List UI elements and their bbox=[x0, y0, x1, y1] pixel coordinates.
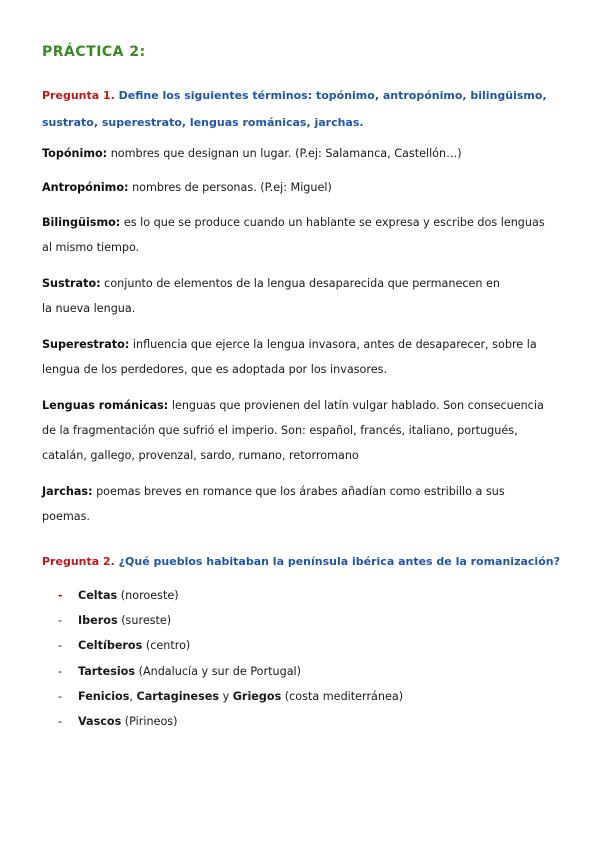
definition-text: poemas breves en romance que los árabes añadían como estribillo a sus poemas. bbox=[42, 485, 505, 523]
question-2-label: Pregunta 2. bbox=[42, 555, 115, 568]
people-name: Tartesios bbox=[78, 664, 136, 678]
people-name: Celtíberos bbox=[78, 639, 143, 653]
definition-toponimo bbox=[42, 141, 554, 166]
definition-sustrato bbox=[42, 271, 512, 321]
list-bullet: - bbox=[58, 614, 63, 628]
page-title: PRÁCTICA 2: bbox=[42, 44, 146, 60]
people-name: Iberos bbox=[78, 614, 118, 628]
people-region: (centro) bbox=[145, 639, 191, 653]
list-bullet: - bbox=[58, 589, 63, 602]
list-item bbox=[58, 687, 403, 712]
list-item bbox=[58, 611, 403, 636]
definition-term: Jarchas: bbox=[42, 485, 93, 498]
question-1-label: Pregunta 1. bbox=[42, 89, 115, 102]
definition-lenguas-romanicas bbox=[42, 393, 554, 468]
definition-jarchas bbox=[42, 479, 554, 529]
list-item bbox=[58, 662, 403, 687]
list-bullet: - bbox=[58, 639, 63, 653]
definition-bilinguismo bbox=[42, 210, 554, 260]
list-item bbox=[58, 712, 403, 737]
definition-term: Sustrato: bbox=[42, 277, 101, 290]
definition-text: conjunto de elementos de la lengua desaparecida que permanecen en la nueva lengua. bbox=[42, 277, 501, 315]
list-bullet: - bbox=[58, 714, 63, 728]
definition-text: nombres que designan un lugar. (P.ej: Salamanca, Castellón…) bbox=[110, 147, 462, 160]
definition-text: nombres de personas. (P.ej: Miguel) bbox=[132, 181, 332, 194]
question-2-text: ¿Qué pueblos habitaban la península ibérica antes de la romanización? bbox=[118, 555, 560, 568]
people-name: Griegos bbox=[232, 689, 282, 703]
people-region: (noroeste) bbox=[120, 589, 179, 602]
people-region: (Andalucía y sur de Portugal) bbox=[138, 664, 302, 678]
list-bullet: - bbox=[58, 689, 63, 703]
definition-term: Lenguas románicas: bbox=[42, 399, 169, 412]
list-item bbox=[58, 586, 403, 611]
list-item bbox=[58, 636, 403, 661]
definition-antroponimo bbox=[42, 175, 554, 200]
question-1 bbox=[42, 82, 562, 136]
people-name: Vascos bbox=[78, 714, 122, 728]
list-bullet: - bbox=[58, 664, 63, 678]
definition-text: influencia que ejerce la lengua invasora, antes de desaparecer, sobre la lengua de los perdedores, que es adoptada por los invasores. bbox=[42, 338, 537, 376]
definition-term: Topónimo: bbox=[42, 147, 108, 160]
people-region: (Pirineos) bbox=[124, 714, 178, 728]
people-name: Cartagineses bbox=[136, 689, 219, 703]
definition-term: Antropónimo: bbox=[42, 181, 129, 194]
definition-term: Bilingüismo: bbox=[42, 216, 121, 229]
people-name: Celtas bbox=[78, 589, 118, 602]
list-separator: y bbox=[222, 689, 230, 703]
definition-text: es lo que se produce cuando un hablante se expresa y escribe dos lenguas al mismo tiempo. bbox=[42, 216, 545, 254]
people-name: Fenicios bbox=[78, 689, 130, 703]
definition-superestrato bbox=[42, 332, 554, 382]
definition-term: Superestrato: bbox=[42, 338, 130, 351]
peoples-list bbox=[58, 586, 403, 737]
people-region: (sureste) bbox=[121, 614, 172, 628]
people-region: (costa mediterránea) bbox=[284, 689, 404, 703]
question-1-text: Define los siguientes términos: topónimo, antropónimo, bilingüismo, sustrato, superestrato, lenguas románicas, jarchas. bbox=[42, 89, 547, 129]
definition-text: lenguas que provienen del latín vulgar hablado. Son consecuencia de la fragmentación que sufrió el imperio. Son: español, francés, italiano, portugués, catalán, gallego, provenzal, sardo, rumano, retorromano bbox=[42, 399, 544, 462]
question-2 bbox=[42, 552, 562, 572]
list-separator: , bbox=[129, 689, 133, 703]
